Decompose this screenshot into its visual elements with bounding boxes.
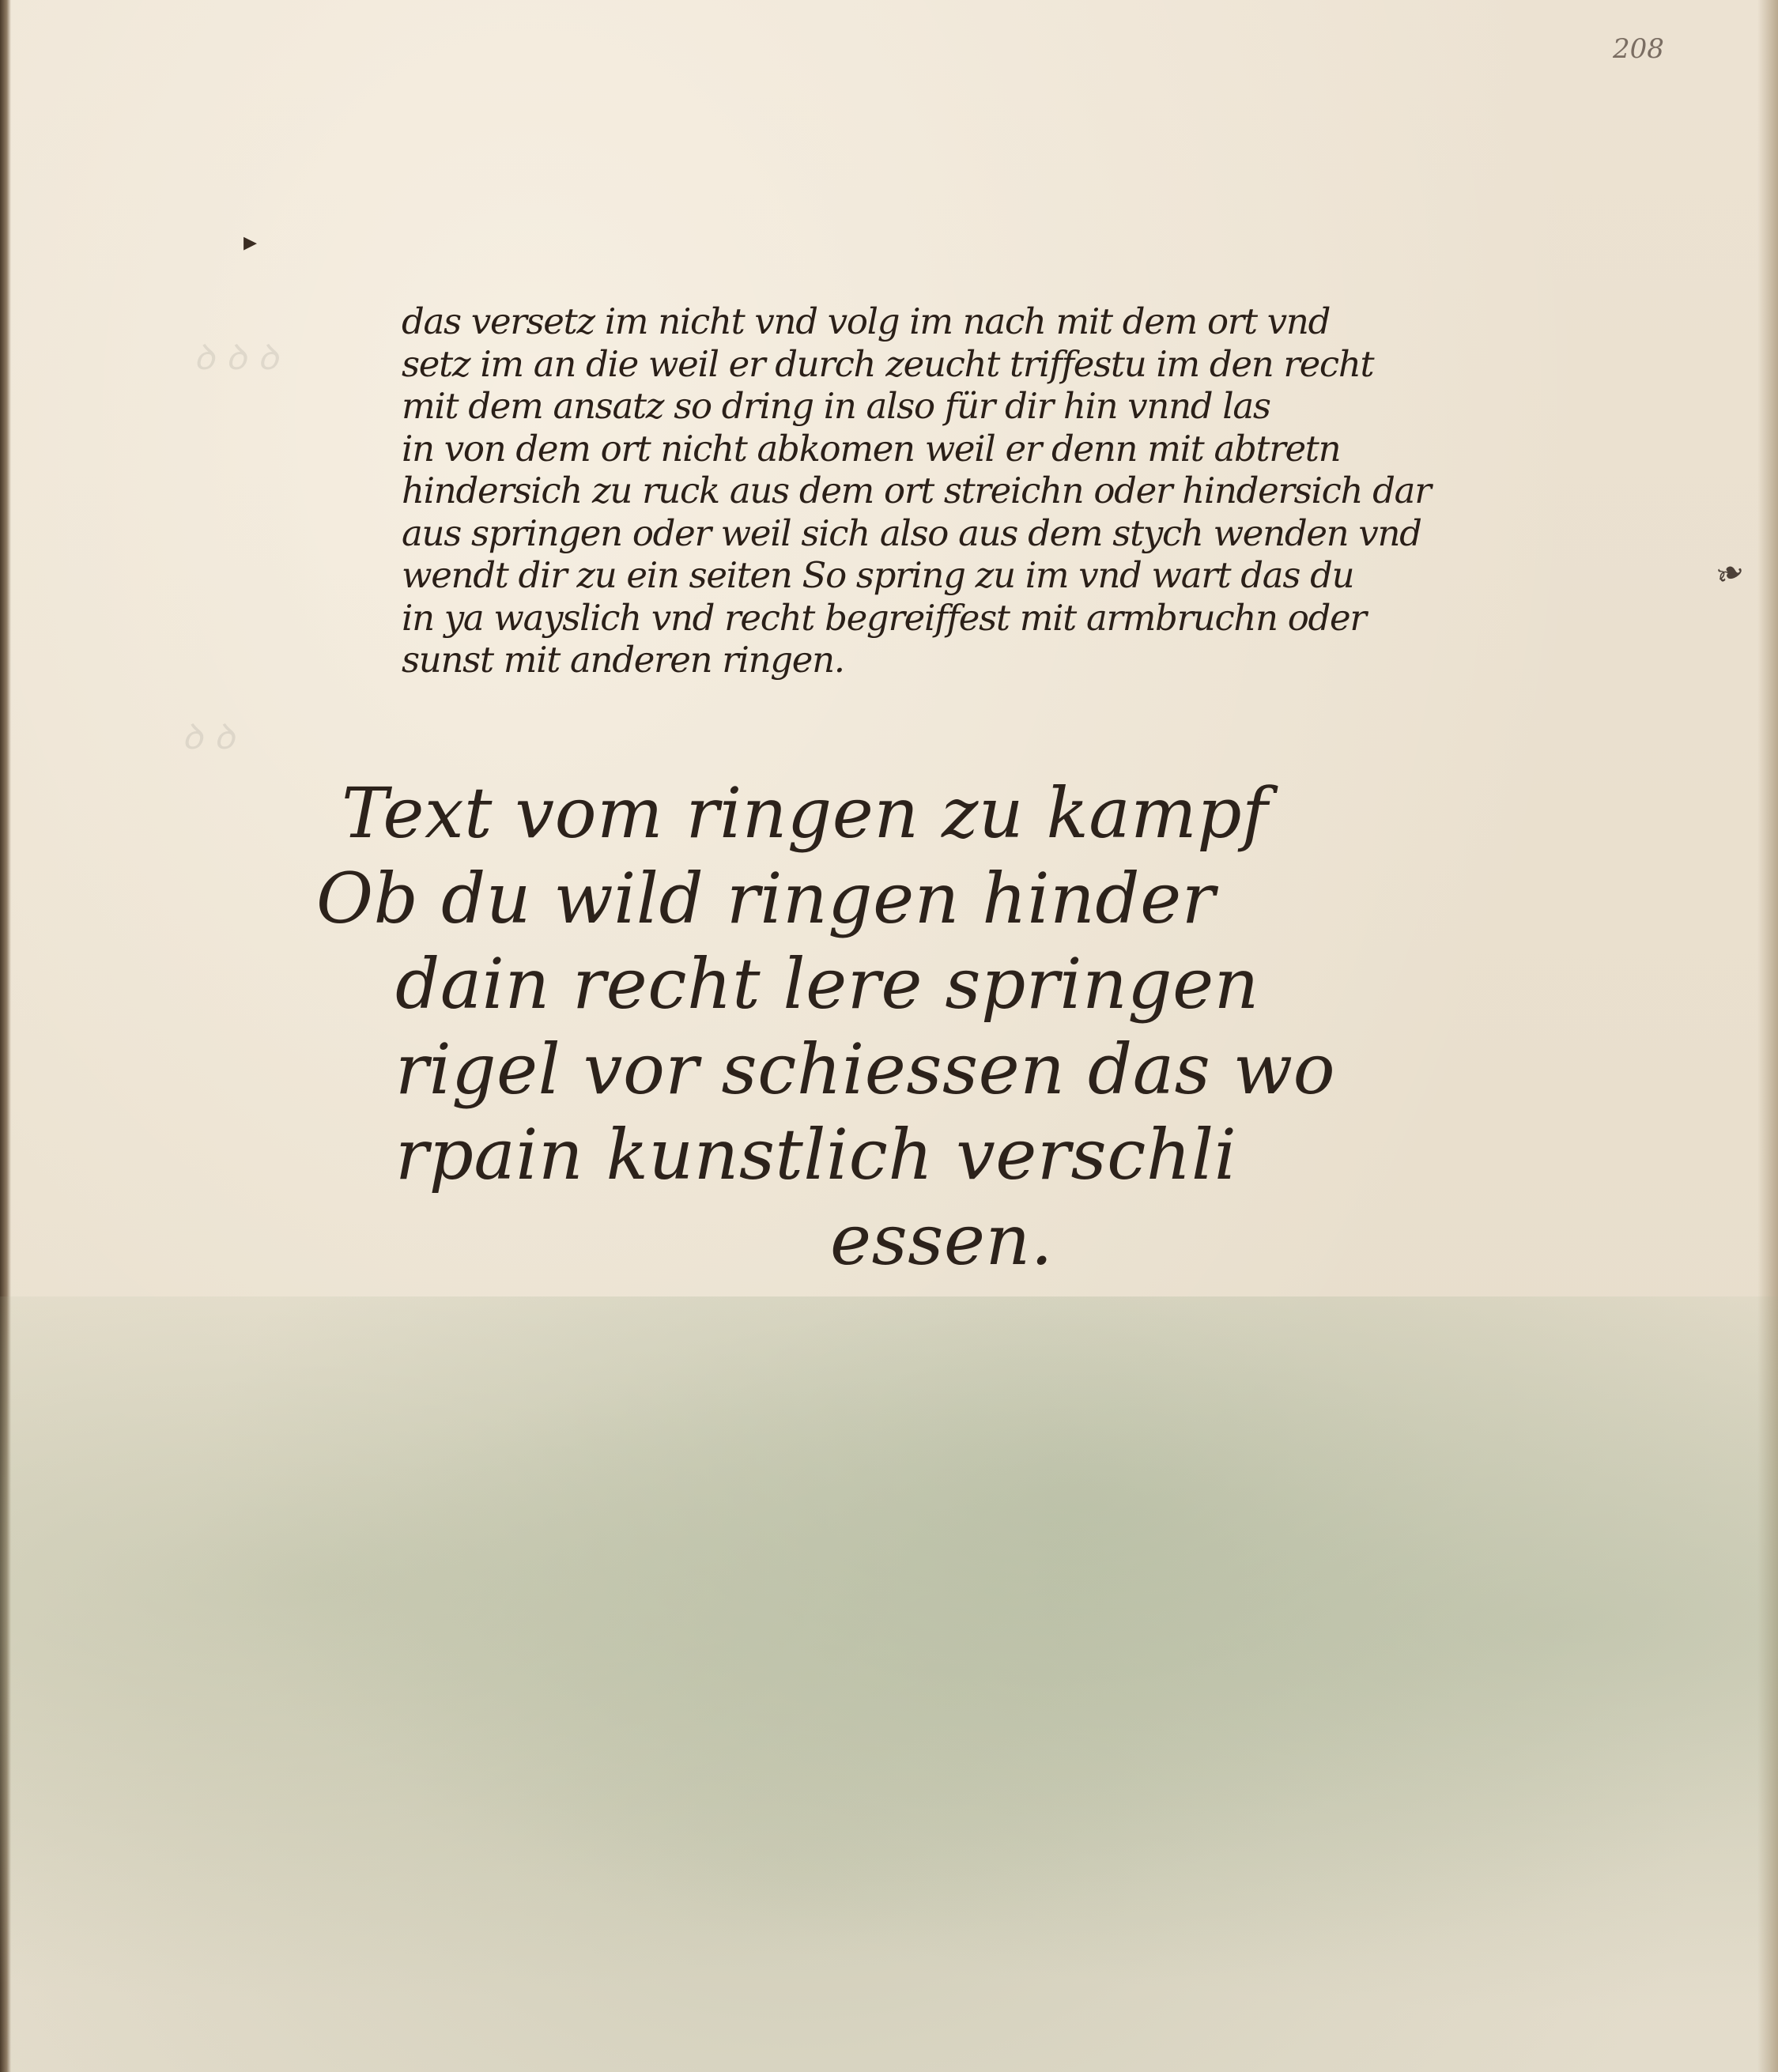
text-line: aus springen oder weil sich also aus dem stych wenden vnd [402,511,1421,554]
text-line: hindersich zu ruck aus dem ort streichn oder hindersich dar [402,470,1431,511]
text-line: setz im an die weil er durch zeucht triffestu im den recht [402,342,1374,385]
verse-line: rigel vor schiessen das wo [395,1028,1336,1110]
folio-number: 208 [1613,33,1664,65]
verse-line: rpain kunstlich verschli [395,1114,1237,1195]
body-text [402,300,1508,681]
verse-line: Ob du wild ringen hinder [316,858,1216,939]
text-line: in von dem ort nicht abkomen weil er denn mit abtretn [402,427,1341,470]
text-line: das versetz im nicht vnd volg im nach mit dem ort vnd [402,300,1331,342]
text-line: mit dem ansatz so dring in also für dir hin vnnd las [402,385,1270,427]
water-stain [0,1296,1778,2072]
verse-line: dain recht lere springen [395,943,1259,1025]
section-heading: Text vom ringen zu kampf [342,772,1269,854]
text-line: in ya wayslich vnd recht begreiffest mit armbruchn oder [402,596,1366,639]
ink-mark: ▸ [243,226,258,258]
bleed-through-text: ꝺ ꝺ ꝺ [194,338,279,378]
ink-mark: ❧ [1709,549,1751,598]
verse-block [316,771,1502,1283]
verse-line: essen. [830,1199,1054,1281]
text-line: wendt dir zu ein seiten So spring zu im vnd wart das du [402,554,1354,596]
bleed-through-text: ꝺ ꝺ [182,717,235,757]
text-line: sunst mit anderen ringen. [402,639,844,681]
